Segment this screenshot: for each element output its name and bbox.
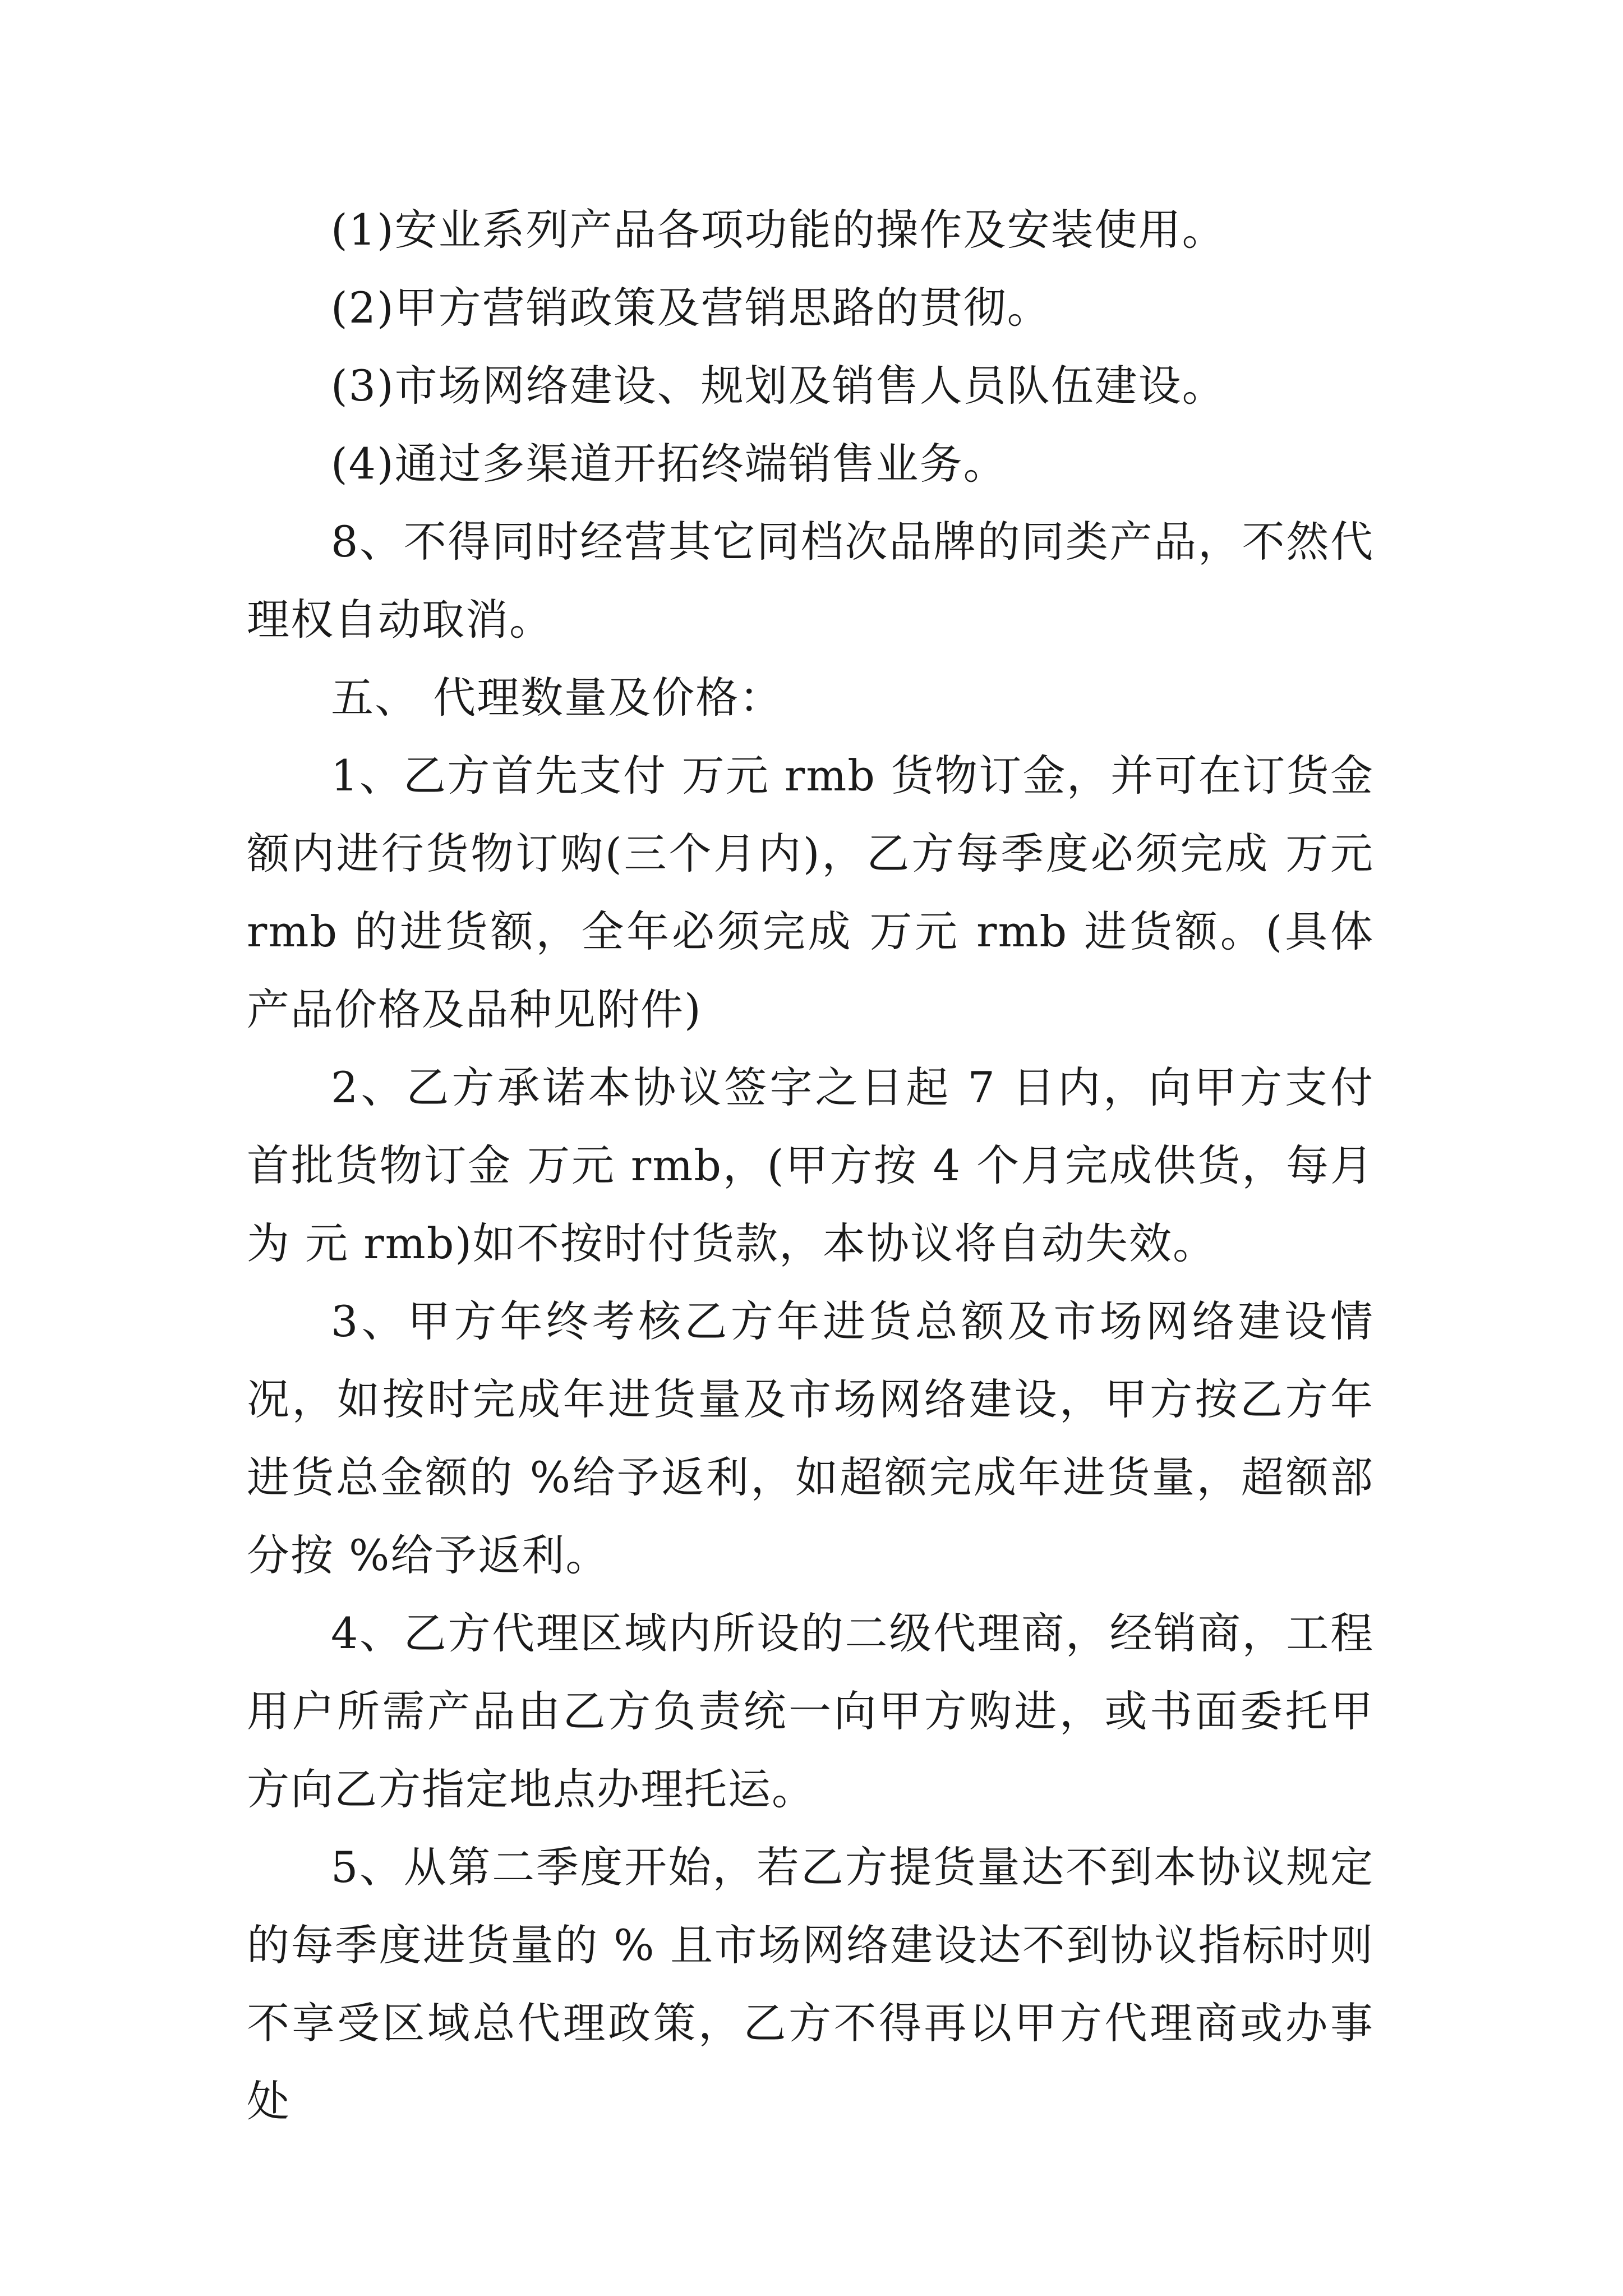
clause-8-paragraph: 8、不得同时经营其它同档次品牌的同类产品，不然代理权自动取消。: [247, 517, 1374, 645]
item-4-paragraph: (4)通过多渠道开拓终端销售业务。: [331, 439, 1007, 489]
item-3-paragraph: (3)市场网络建设、规划及销售人员队伍建设。: [331, 361, 1226, 411]
section-5-heading: 五、 代理数量及价格：: [331, 673, 783, 723]
item-1-paragraph: (1)安业系列产品各项功能的操作及安装使用。: [331, 205, 1226, 255]
clause-5-paragraph: 5、从第二季度开始，若乙方提货量达不到本协议规定的每季度进货量的 % 且市场网络建设达不到协议指标时则不享受区域总代理政策，乙方不得再以甲方代理商或办事处: [247, 1842, 1374, 2126]
clause-3-paragraph: 3、甲方年终考核乙方年进货总额及市场网络建设情况，如按时完成年进货量及市场网络建设，甲方按乙方年进货总金额的 %给予返利，如超额完成年进货量，超额部分按 %给予返利。: [247, 1296, 1374, 1580]
clause-4-paragraph: 4、乙方代理区域内所设的二级代理商，经销商，工程用户所需产品由乙方负责统一向甲方购进，或书面委托甲方向乙方指定地点办理托运。: [247, 1608, 1374, 1814]
item-2-paragraph: (2)甲方营销政策及营销思路的贯彻。: [331, 283, 1051, 333]
clause-2-paragraph: 2、乙方承诺本协议签字之日起 7 日内，向甲方支付首批货物订金 万元 rmb，(甲方按 4 个月完成供货，每月为 元 rmb)如不按时付货款，本协议将自动失效。: [247, 1062, 1374, 1268]
document-body: [247, 191, 1374, 2140]
clause-1-paragraph: 1、乙方首先支付 万元 rmb 货物订金，并可在订货金额内进行货物订购(三个月内)，乙方每季度必须完成 万元 rmb 的进货额，全年必须完成 万元 rmb 进货额。(具体产品价格及品种见附件): [247, 751, 1374, 1034]
